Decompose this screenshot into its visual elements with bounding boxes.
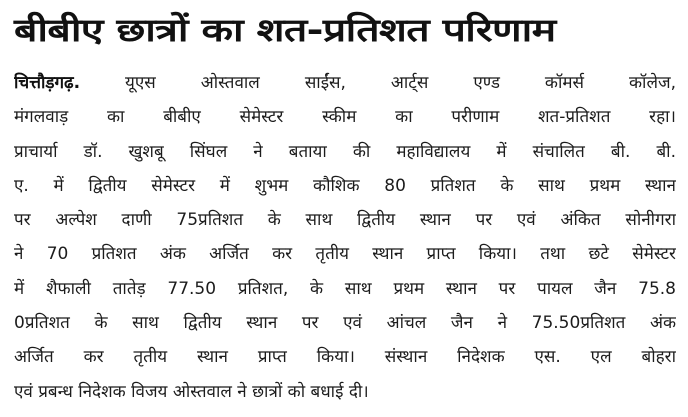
article-line-2: मंगलवाड़ का बीबीए सेमेस्टर स्कीम का परीणाम शत-प्रतिशत रहा। — [14, 107, 676, 128]
article-line-3: प्राचार्या डॉ. खुशबू सिंघल ने बताया की महाविद्यालय में संचालित बी. बी. — [14, 141, 676, 162]
article-headline: बीबीए छात्रों का शत-प्रतिशत परिणाम — [14, 11, 556, 49]
article-dateline: चित्तौड़गढ़. — [14, 73, 81, 93]
article-line-1 — [14, 66, 676, 100]
article-line-text: यूएस ओस्तवाल साईंस, आर्ट्स एण्ड कॉमर्स कॉलेज, — [80, 73, 676, 93]
article-line-9: अर्जित कर तृतीय स्थान प्राप्त किया। संस्थान निदेशक एस. एल बोहरा — [14, 347, 676, 368]
article-line-7: में शैफाली तातेड़ 77.50 प्रतिशत, के साथ प्रथम स्थान पर पायल जैन 75.8 — [14, 278, 676, 299]
article-line-4: ए. में द्वितीय सेमेस्टर में शुभम कौशिक 80 प्रतिशत के साथ प्रथम स्थान — [14, 175, 676, 196]
article-line-5: पर अल्पेश दाणी 75प्रतिशत के साथ द्वितीय स्थान पर एवं अंकित सोनीगरा — [14, 210, 676, 231]
article-line-6: ने 70 प्रतिशत अंक अर्जित कर तृतीय स्थान प्राप्त किया। तथा छटे सेमेस्टर — [14, 244, 676, 265]
article-line-8: 0प्रतिशत के साथ द्वितीय स्थान पर एवं आंचल जैन ने 75.50प्रतिशत अंक — [14, 313, 676, 334]
article-body — [14, 66, 676, 409]
article-line-10: एवं प्रबन्ध निदेशक विजय ओस्तवाल ने छात्रों को बधाई दी। — [14, 381, 369, 402]
